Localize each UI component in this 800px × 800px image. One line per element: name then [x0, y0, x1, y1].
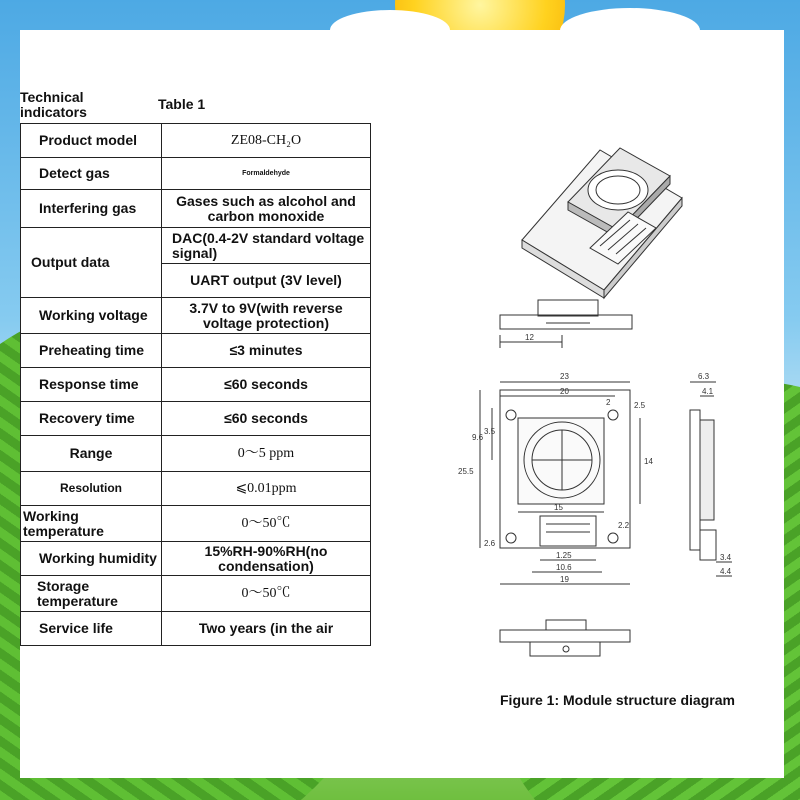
row-value: Gases such as alcohol and carbon monoxide [162, 190, 371, 228]
row-value: DAC(0.4-2V standard voltage signal) [162, 228, 371, 264]
row-value: 0～50℃ [162, 506, 371, 542]
dim-label: 15 [554, 503, 563, 512]
dim-label: 6.3 [698, 372, 710, 381]
dim-label: 19 [560, 575, 569, 584]
dim-label: 2.2 [618, 521, 630, 530]
connector-view [500, 300, 632, 348]
figure-caption: Figure 1: Module structure diagram [500, 692, 735, 708]
row-label: Recovery time [21, 402, 162, 436]
table-row [21, 436, 371, 472]
table-row [21, 124, 371, 158]
row-value: 0～5 ppm [162, 436, 371, 472]
row-label: Response time [21, 368, 162, 402]
row-value: ≤60 seconds [162, 402, 371, 436]
table-row [21, 298, 371, 334]
side-view [690, 382, 732, 576]
table-row [21, 158, 371, 190]
dim-label: 2 [606, 398, 611, 407]
dim-label: 4.1 [702, 387, 714, 396]
dim-label: 4.4 [720, 567, 732, 576]
dim-label: 3.4 [720, 553, 732, 562]
row-label: Range [21, 436, 162, 472]
row-value: ZE08-CH₂O [162, 124, 371, 158]
table-row [21, 368, 371, 402]
table-row [21, 228, 371, 264]
row-label: Service life [21, 612, 162, 646]
row-label: Working humidity [21, 542, 162, 576]
module-structure-diagram [450, 120, 770, 680]
table-row [21, 402, 371, 436]
dim-label: 2.6 [484, 539, 496, 548]
table-row [21, 506, 371, 542]
row-value: 0～50℃ [162, 576, 371, 612]
row-value: Formaldehyde [162, 158, 371, 190]
table-row [21, 576, 371, 612]
dim-label: 25.5 [458, 467, 474, 476]
table-row [21, 334, 371, 368]
dim-label: 10.6 [556, 563, 572, 572]
table-row [21, 542, 371, 576]
row-label: Detect gas [21, 158, 162, 190]
table-row [21, 612, 371, 646]
row-label: Interfering gas [21, 190, 162, 228]
row-label: Resolution [21, 472, 162, 506]
row-label: Storage temperature [21, 576, 162, 612]
spec-table [20, 123, 371, 646]
table-row [21, 472, 371, 506]
dim-label: 20 [560, 387, 569, 396]
row-label: Working temperature [21, 506, 162, 542]
row-label: Product model [21, 124, 162, 158]
row-value: Two years (in the air [162, 612, 371, 646]
table-title: Table 1 [158, 96, 206, 112]
dim-label: 12 [525, 333, 534, 342]
row-label: Preheating time [21, 334, 162, 368]
row-value: ≤60 seconds [162, 368, 371, 402]
dim-label: 14 [644, 457, 653, 466]
dim-label: 1.25 [556, 551, 572, 560]
row-value: ⩽0.01ppm [162, 472, 371, 506]
row-value: 15%RH-90%RH(no condensation) [162, 542, 371, 576]
row-value: 3.7V to 9V(with reverse voltage protection) [162, 298, 371, 334]
bottom-view [500, 620, 630, 656]
isometric-view [522, 148, 682, 298]
dim-label: 2.5 [634, 401, 646, 410]
row-value: UART output (3V level) [162, 264, 371, 298]
dim-label: 23 [560, 372, 569, 381]
technical-indicators-label: Technical indicators [20, 89, 87, 120]
table-row [21, 190, 371, 228]
dim-label: 9.6 [472, 433, 484, 442]
dim-label: 3.5 [484, 427, 496, 436]
row-label: Working voltage [21, 298, 162, 334]
row-value: ≤3 minutes [162, 334, 371, 368]
row-label: Output data [21, 228, 162, 298]
